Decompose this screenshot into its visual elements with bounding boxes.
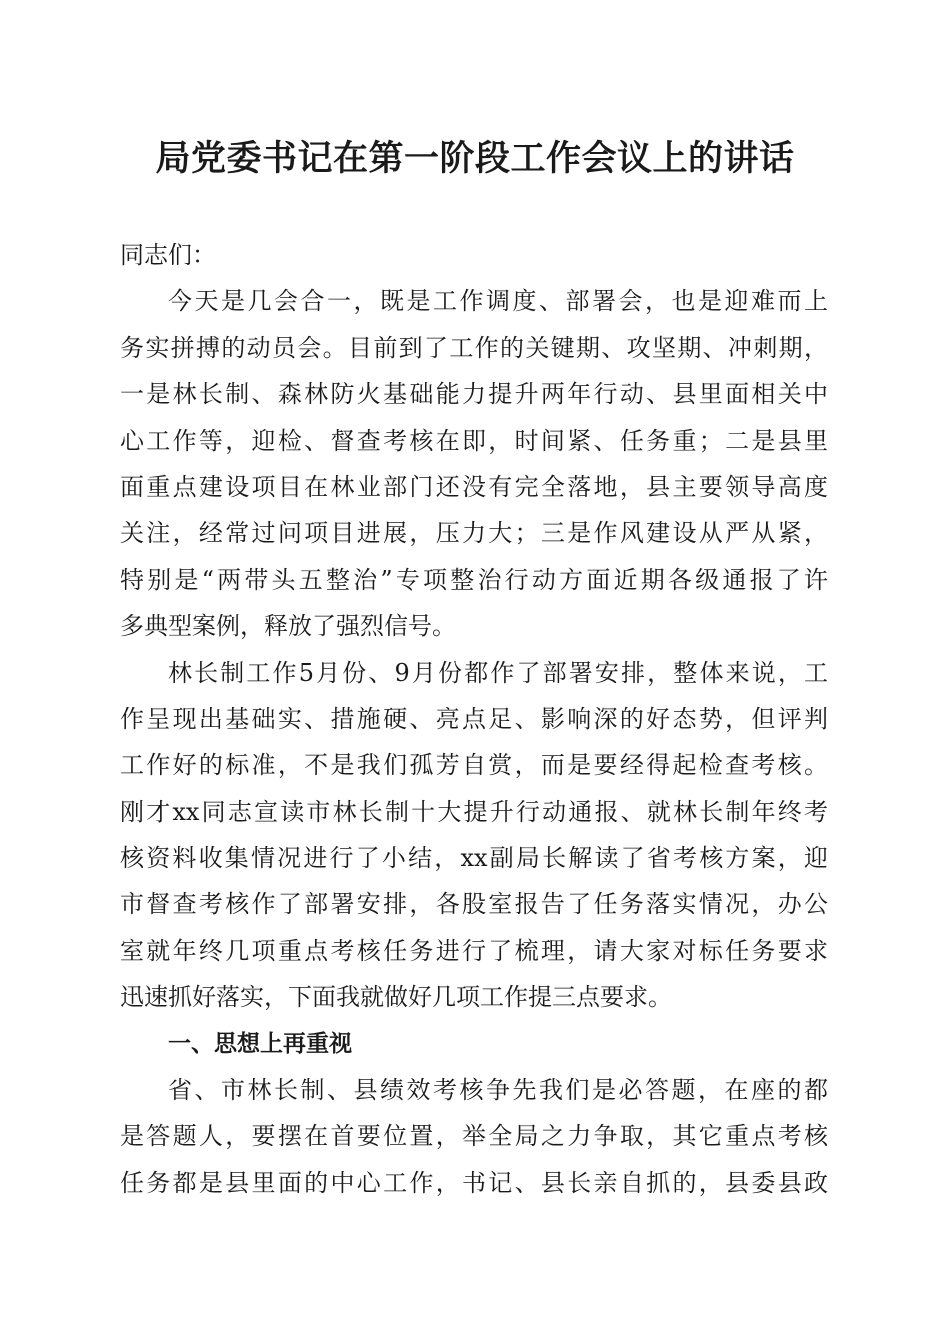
paragraph-line: 任务都是县里面的中心工作，书记、县长亲自抓的，县委县政 bbox=[120, 1168, 828, 1197]
paragraph-line: 是答题人，要摆在首要位置，举全局之力争取，其它重点考核 bbox=[120, 1122, 828, 1151]
page-title: 局党委书记在第一阶段工作会议上的讲话 bbox=[155, 138, 795, 179]
document-body bbox=[120, 232, 828, 1206]
paragraph-line: 今天是几会合一，既是工作调度、部署会，也是迎难而上 bbox=[168, 287, 828, 316]
paragraph-1 bbox=[120, 278, 828, 649]
paragraph-3 bbox=[120, 1067, 828, 1206]
paragraph-line: 市督查考核作了部署安排，各股室报告了任务落实情况，办公 bbox=[120, 890, 828, 919]
paragraph-line: 林长制工作5月份、9月份都作了部署安排，整体来说，工 bbox=[168, 658, 828, 687]
paragraph-line: 一是林长制、森林防火基础能力提升两年行动、县里面相关中 bbox=[120, 380, 828, 409]
paragraph-line: 务实拼搏的动员会。目前到了工作的关键期、攻坚期、冲刺期， bbox=[120, 333, 828, 362]
section-heading: 一、思想上再重视 bbox=[168, 1030, 352, 1057]
paragraph-line: 特别是“两带头五整治”专项整治行动方面近期各级通报了许 bbox=[120, 565, 828, 594]
paragraph-line: 作呈现出基础实、措施硬、亮点足、影响深的好态势，但评判 bbox=[120, 704, 828, 733]
paragraph-line: 刚才xx同志宣读市林长制十大提升行动通报、就林长制年终考 bbox=[120, 797, 828, 826]
paragraph-line: 核资料收集情况进行了小结，xx副局长解读了省考核方案，迎 bbox=[120, 844, 828, 873]
paragraph-line: 工作好的标准，不是我们孤芳自赏，而是要经得起检查考核。 bbox=[120, 751, 828, 780]
paragraph-line: 迅速抓好落实，下面我就做好几项工作提三点要求。 bbox=[120, 983, 672, 1012]
paragraph-line: 心工作等，迎检、督查考核在即，时间紧、任务重；二是县里 bbox=[120, 426, 828, 455]
paragraph-line: 面重点建设项目在林业部门还没有完全落地，县主要领导高度 bbox=[120, 472, 828, 501]
paragraph-2 bbox=[120, 650, 828, 1021]
paragraph-line: 省、市林长制、县绩效考核争先我们是必答题，在座的都 bbox=[168, 1076, 828, 1105]
paragraph-line: 室就年终几项重点考核任务进行了梳理，请大家对标任务要求 bbox=[120, 936, 828, 965]
paragraph-line: 关注，经常过问项目进展，压力大；三是作风建设从严从紧， bbox=[120, 519, 828, 548]
paragraph-line: 多典型案例，释放了强烈信号。 bbox=[120, 612, 456, 641]
salutation: 同志们： bbox=[120, 241, 216, 269]
